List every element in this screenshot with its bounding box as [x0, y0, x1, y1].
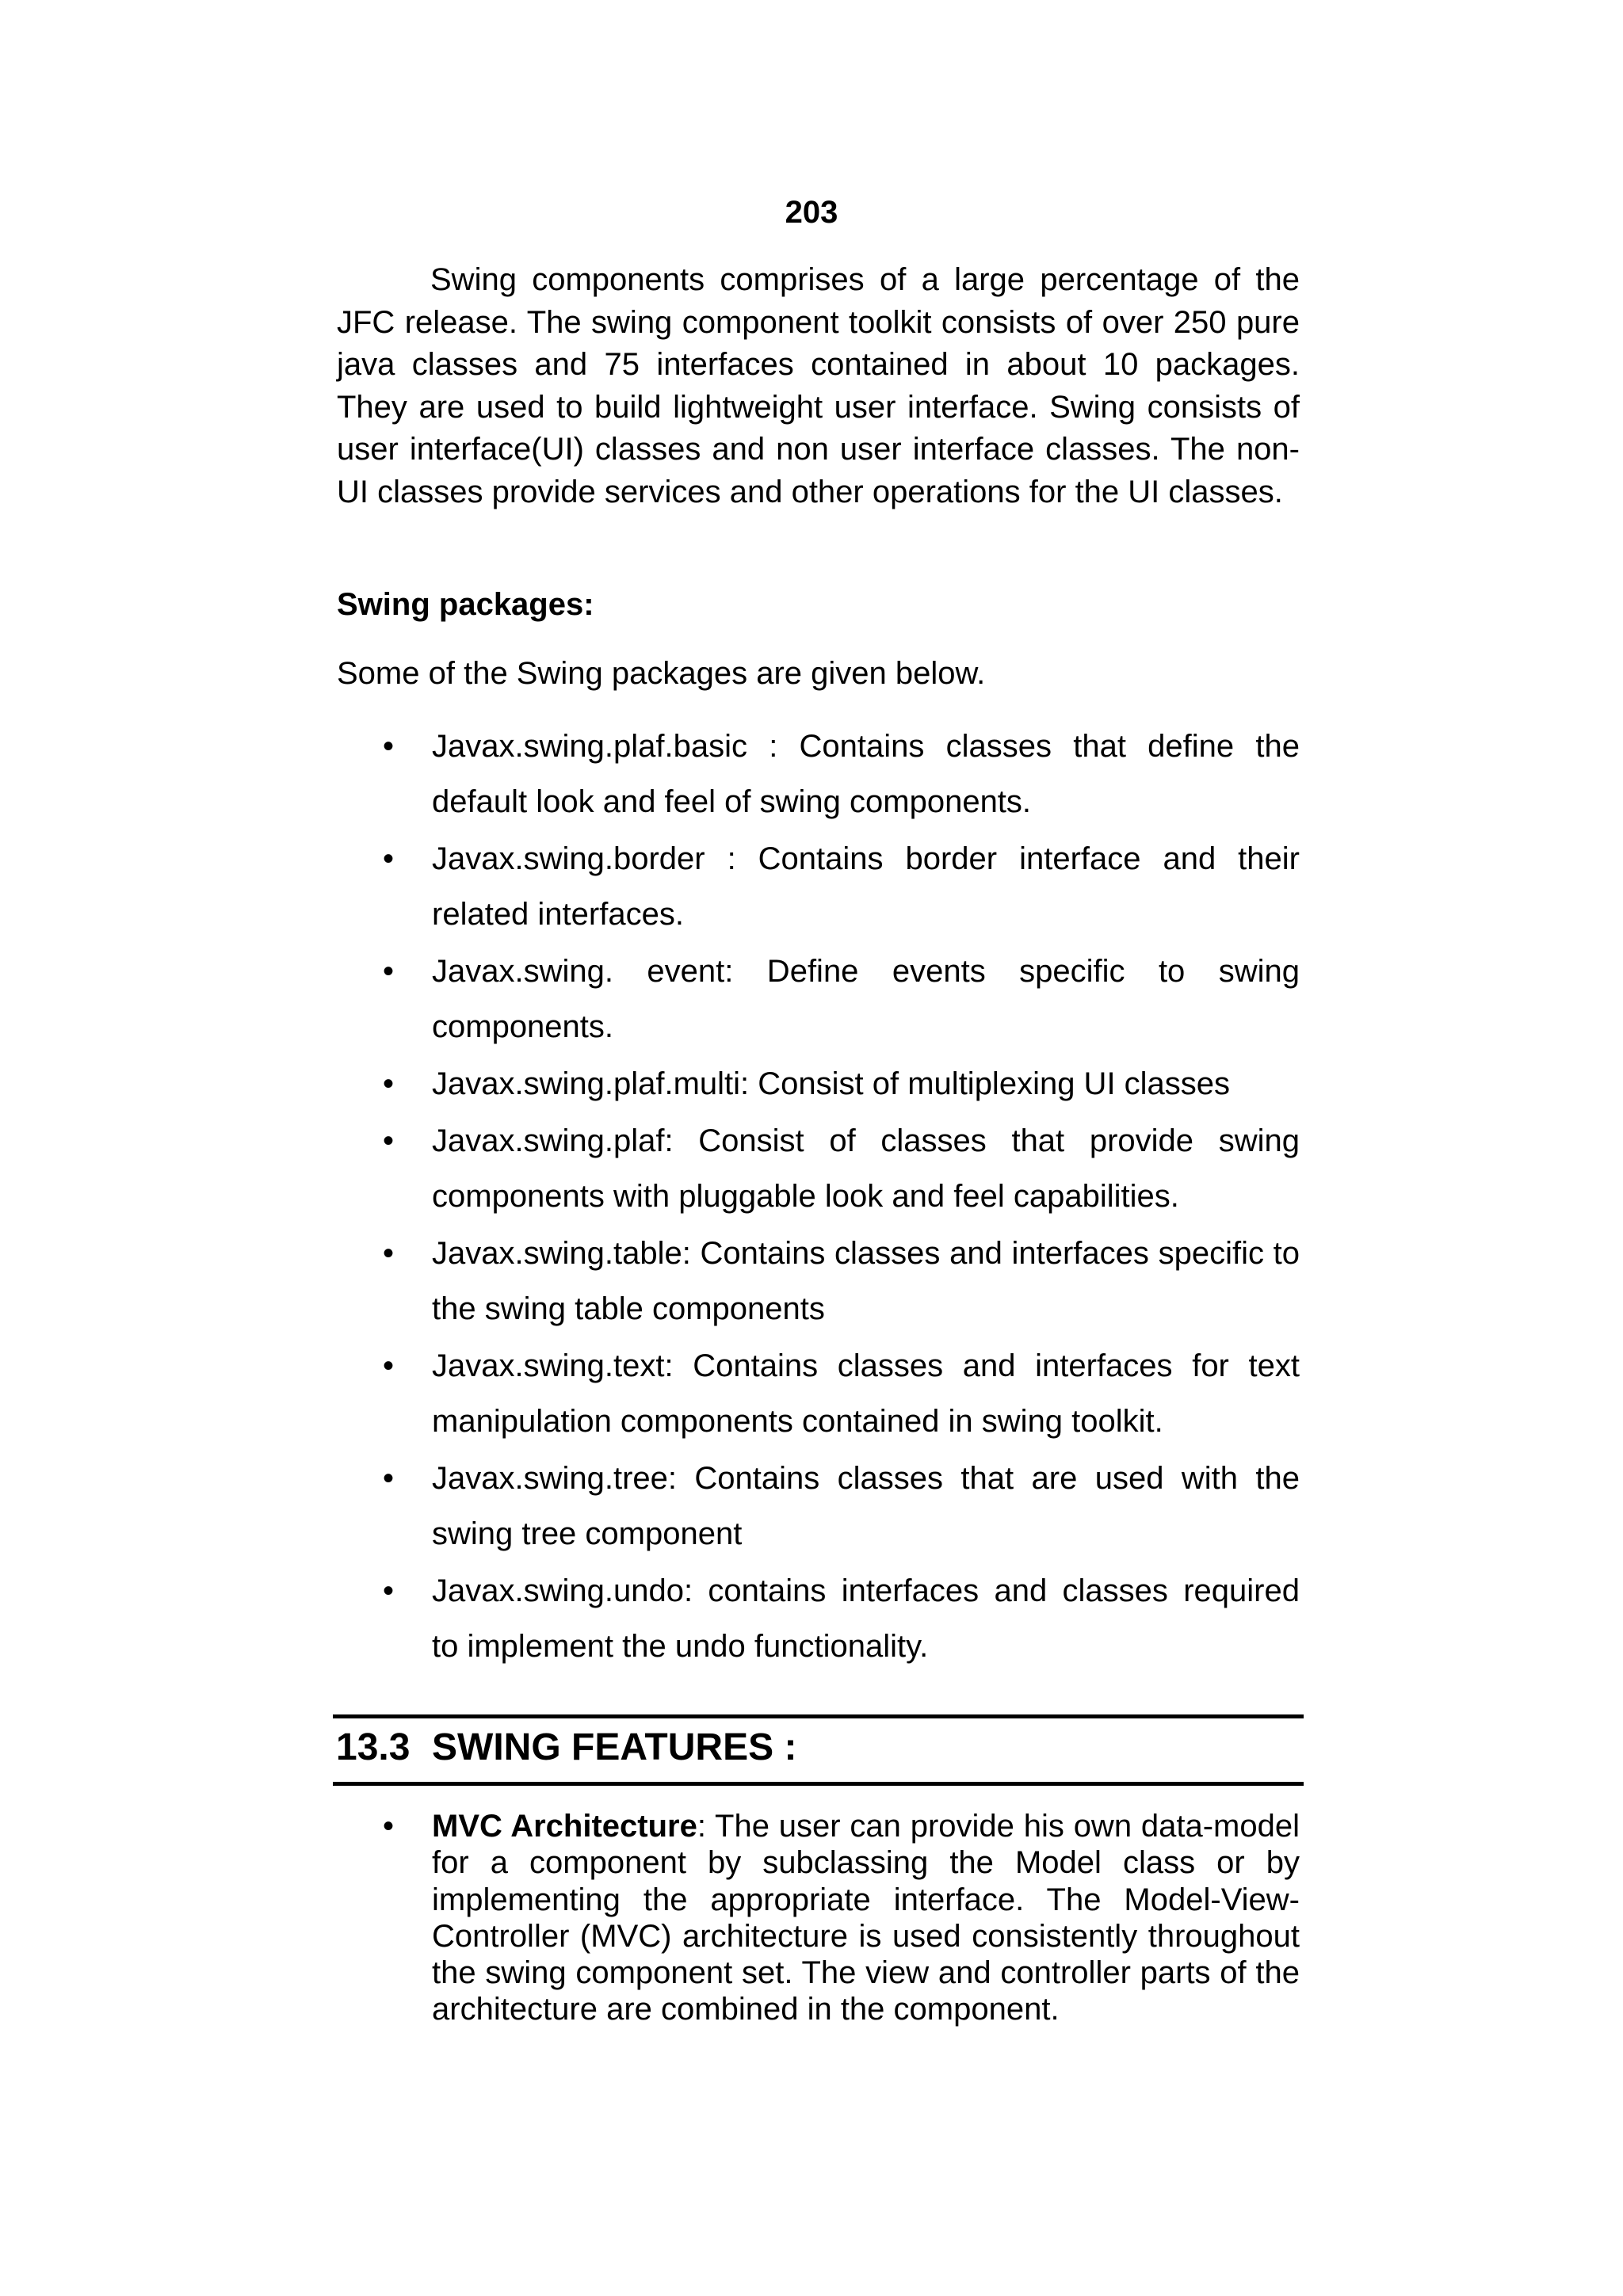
package-description: Javax.swing.text: Contains classes and interfaces for text manipulation components contained in swing toolkit. — [432, 1348, 1300, 1439]
bullet-icon: • — [382, 841, 394, 876]
list-item — [337, 1056, 1300, 1112]
feature-text: : The user can provide his own data-model for a component by subclassing the Model class or by implementing the appropriate interface. The Model-View-Controller (MVC) architecture is used consistently throughout the swing component set. The view and controller parts of the architecture are combined in the component. — [432, 1809, 1300, 2027]
list-item — [337, 1563, 1300, 1674]
bullet-icon: • — [382, 1348, 394, 1383]
package-description: Javax.swing.table: Contains classes and interfaces specific to the swing table components — [432, 1236, 1300, 1326]
list-item — [337, 1113, 1300, 1224]
list-item — [337, 831, 1300, 942]
packages-lead: Some of the Swing packages are given below. — [337, 656, 986, 691]
bullet-icon: • — [382, 1573, 394, 1608]
bullet-icon: • — [382, 1123, 394, 1158]
list-item — [337, 1808, 1300, 2028]
bullet-icon: • — [382, 954, 394, 989]
list-item — [337, 1338, 1300, 1449]
intro-paragraph: Swing components comprises of a large percentage of the JFC release. The swing component toolkit consists of over 250 pure java classes and 75 interfaces contained in about 10 packages. They are used to build lightweight user interface. Swing consists of user interface(UI) classes and non user interface classes. The non-UI classes provide services and other operations for the UI classes. — [337, 262, 1300, 509]
section-heading-bar — [333, 1714, 1304, 1786]
section-heading — [333, 1718, 1304, 1777]
package-description: Javax.swing.plaf: Consist of classes that provide swing components with pluggable look and feel capabilities. — [432, 1123, 1300, 1214]
list-item — [337, 944, 1300, 1055]
features-list — [337, 1808, 1300, 2028]
bullet-icon: • — [382, 1809, 394, 1844]
package-description: Javax.swing.plaf.multi: Consist of multiplexing UI classes — [432, 1066, 1231, 1101]
package-description: Javax.swing.plaf.basic : Contains classes that define the default look and feel of swing components. — [432, 729, 1300, 819]
section-title: SWING FEATURES : — [432, 1726, 797, 1768]
package-description: Javax.swing.undo: contains interfaces and classes required to implement the undo functionality. — [432, 1573, 1300, 1664]
packages-heading: Swing packages: — [337, 587, 594, 622]
bullet-icon: • — [382, 1066, 394, 1101]
package-description: Javax.swing.border : Contains border interface and their related interfaces. — [432, 841, 1300, 932]
list-item — [337, 719, 1300, 830]
feature-term: MVC Architecture — [432, 1809, 697, 1844]
list-item — [337, 1226, 1300, 1337]
bullet-icon: • — [382, 1236, 394, 1271]
bullet-icon: • — [382, 1461, 394, 1496]
package-description: Javax.swing. event: Define events specific to swing components. — [432, 954, 1300, 1044]
page-number: 203 — [785, 195, 838, 230]
packages-list — [337, 719, 1300, 1676]
section-number: 13.3 — [336, 1726, 411, 1768]
bullet-icon: • — [382, 729, 394, 764]
list-item — [337, 1451, 1300, 1562]
package-description: Javax.swing.tree: Contains classes that are used with the swing tree component — [432, 1461, 1300, 1551]
